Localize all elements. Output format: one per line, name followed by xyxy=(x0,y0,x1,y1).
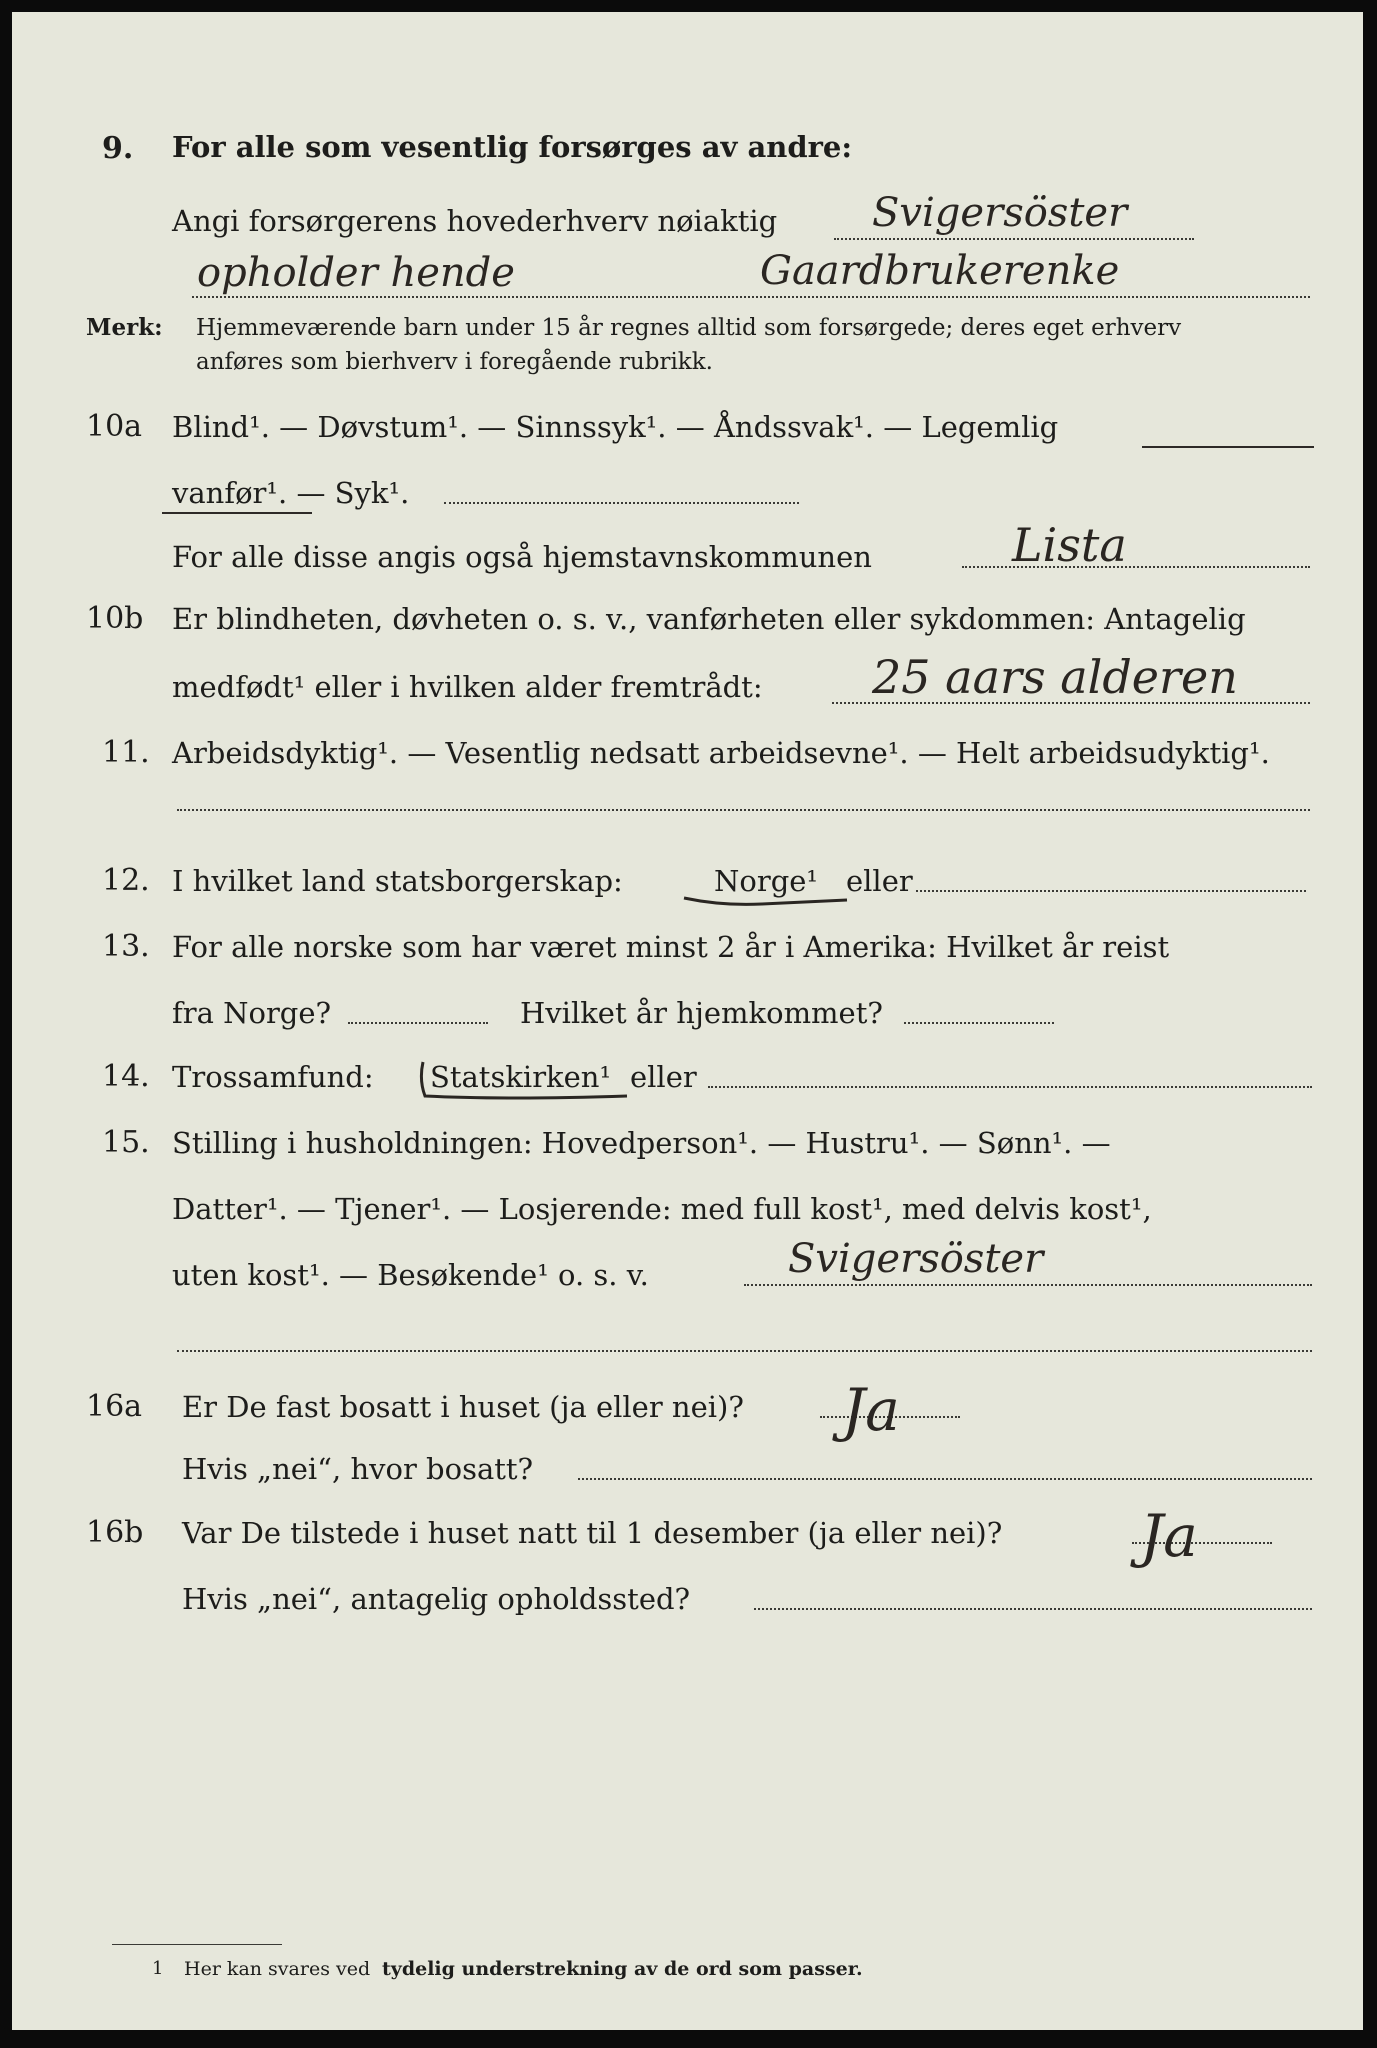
q10a-number: 10a xyxy=(86,409,143,444)
q16a-line2: Hvis „nei“, hvor bosatt? xyxy=(182,1452,534,1486)
q12-option-norge: Norge¹ xyxy=(714,864,819,898)
footnote-text-b: tydelig understrekning av de ord som passer. xyxy=(382,1958,863,1980)
q14-number: 14. xyxy=(102,1059,150,1094)
q9-prompt: Angi forsørgerens hovederhverv nøiaktig xyxy=(172,204,778,238)
q16b-opholdssted-line xyxy=(754,1608,1312,1610)
q9-answer-line1 xyxy=(834,238,1194,240)
q10a-line2: vanfør¹. — Syk¹. xyxy=(172,476,410,510)
q12-prefix: I hvilket land statsborgerskap: xyxy=(172,864,623,898)
q10a-syk-line xyxy=(444,502,799,504)
footnote-mark: 1 xyxy=(152,1958,164,1979)
q13-number: 13. xyxy=(102,929,150,964)
merk-line1: Hjemmeværende barn under 15 år regnes alltid som forsørgede; deres eget erhverv xyxy=(196,315,1182,341)
q9-answer-line2 xyxy=(192,296,1310,298)
norge-handwritten-underline xyxy=(682,892,852,912)
q11-number: 11. xyxy=(102,735,150,770)
q15-blank-line xyxy=(177,1350,1312,1352)
q16a-line1: Er De fast bosatt i huset (ja eller nei)? xyxy=(182,1390,744,1424)
q16a-number: 16a xyxy=(86,1389,143,1424)
q10a-answer-handwritten: Lista xyxy=(1012,518,1127,572)
q13-hjemkommet-line xyxy=(904,1022,1054,1024)
q11-blank-line xyxy=(177,809,1310,811)
q10a-line1: Blind¹. — Døvstum¹. — Sinnssyk¹. — Åndssvak¹. — Legemlig xyxy=(172,410,1059,444)
q15-line2: Datter¹. — Tjener¹. — Losjerende: med full kost¹, med delvis kost¹, xyxy=(172,1192,1152,1226)
q12-blank-line xyxy=(916,890,1306,892)
q15-answer-handwritten: Svigersöster xyxy=(788,1236,1044,1282)
q9-answer-handwritten-2b: Gaardbrukerenke xyxy=(760,248,1120,294)
q9-answer-handwritten-2a: opholder hende xyxy=(197,250,515,296)
q15-line3: uten kost¹. — Besøkende¹ o. s. v. xyxy=(172,1258,649,1292)
q13-line2a: fra Norge? xyxy=(172,996,332,1030)
q10b-line1: Er blindheten, døvheten o. s. v., vanførheten eller sykdommen: Antagelig xyxy=(172,602,1246,636)
q10a-line3: For alle disse angis også hjemstavnskommunen xyxy=(172,540,872,574)
vanfor-underline xyxy=(162,512,312,514)
q16b-number: 16b xyxy=(86,1515,144,1550)
q16b-line2: Hvis „nei“, antagelig opholdssted? xyxy=(182,1582,691,1616)
q16b-answer-handwritten: Ja xyxy=(1140,1502,1198,1570)
q12-suffix: eller xyxy=(846,864,913,898)
q9-heading: For alle som vesentlig forsørges av andre: xyxy=(172,130,853,164)
q16a-bosatt-line xyxy=(578,1478,1312,1480)
census-form-page xyxy=(12,12,1363,2030)
q14-blank-line xyxy=(708,1086,1312,1088)
merk-label: Merk: xyxy=(86,314,163,341)
q9-number: 9. xyxy=(102,131,134,166)
q11-line1: Arbeidsdyktig¹. — Vesentlig nedsatt arbeidsevne¹. — Helt arbeidsudyktig¹. xyxy=(172,736,1270,770)
q13-line1: For alle norske som har været minst 2 år i Amerika: Hvilket år reist xyxy=(172,930,1170,964)
q15-number: 15. xyxy=(102,1125,150,1160)
merk-line2: anføres som bierhverv i foregående rubrikk. xyxy=(196,349,713,375)
footnote-text-a: Her kan svares ved xyxy=(184,1958,371,1980)
q14-option-statskirken: Statskirken¹ xyxy=(430,1060,612,1094)
q13-line2b: Hvilket år hjemkommet? xyxy=(520,996,883,1030)
q14-suffix: eller xyxy=(630,1060,697,1094)
q16a-answer-handwritten: Ja xyxy=(842,1376,900,1444)
q14-prefix: Trossamfund: xyxy=(172,1060,374,1094)
q9-answer-handwritten-1: Svigersöster xyxy=(872,190,1128,236)
q15-answer-line xyxy=(744,1284,1312,1286)
statskirken-handwritten-mark xyxy=(417,1058,637,1104)
q12-number: 12. xyxy=(102,863,150,898)
legemlig-underline xyxy=(1142,446,1314,448)
q16b-line1: Var De tilstede i huset natt til 1 desember (ja eller nei)? xyxy=(182,1516,1003,1550)
q10b-answer-handwritten: 25 aars alderen xyxy=(872,650,1238,704)
q10b-number: 10b xyxy=(86,601,144,636)
q13-reist-line xyxy=(348,1022,488,1024)
q10b-line2: medfødt¹ eller i hvilken alder fremtrådt: xyxy=(172,670,763,704)
q15-line1: Stilling i husholdningen: Hovedperson¹. — Hustru¹. — Sønn¹. — xyxy=(172,1126,1111,1160)
footnote-rule xyxy=(112,1944,282,1945)
